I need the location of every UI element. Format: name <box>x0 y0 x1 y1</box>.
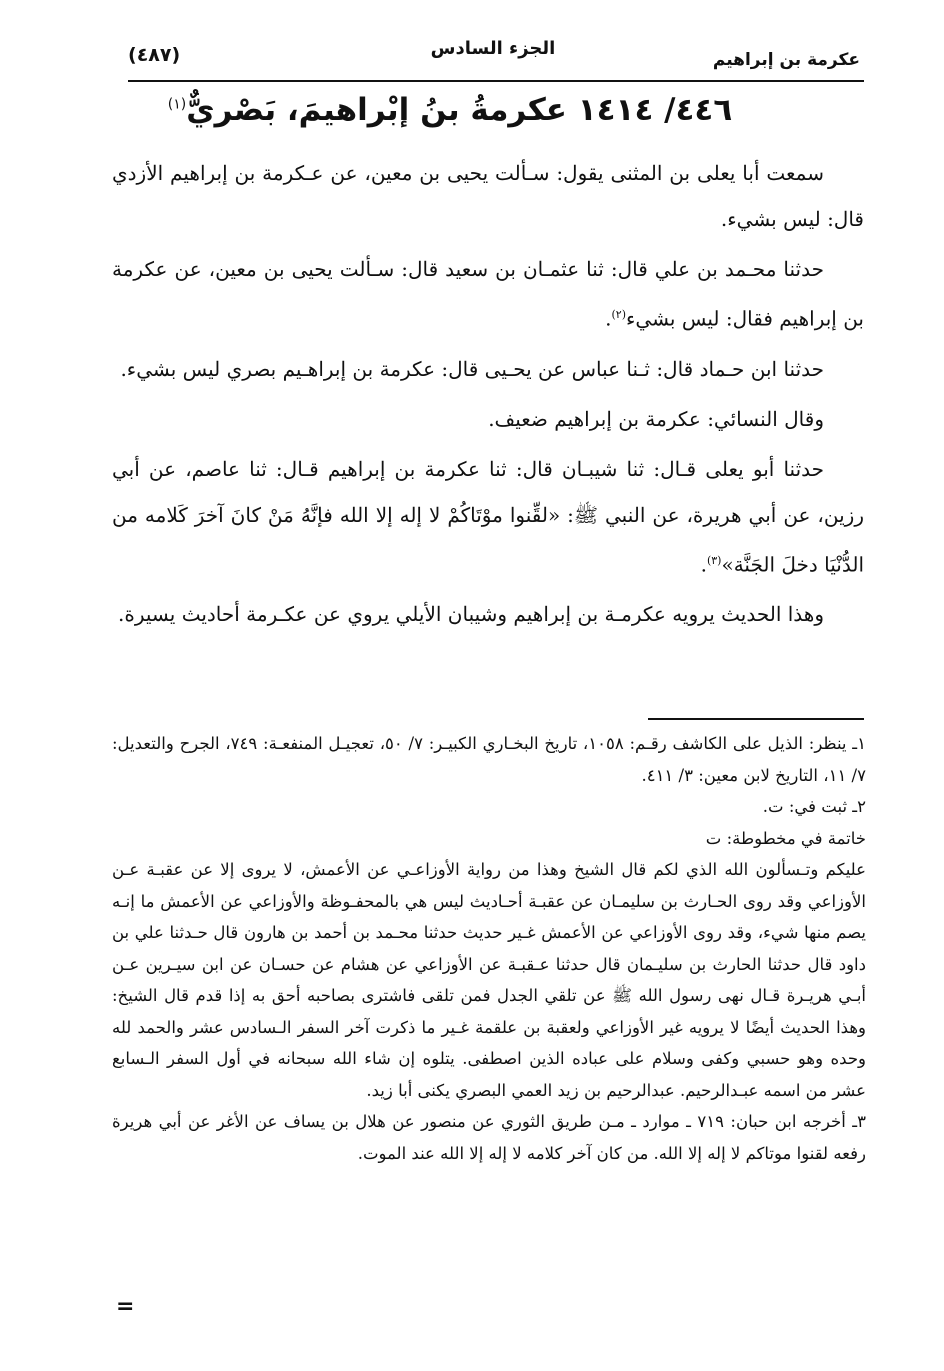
page-number: (٤٨٧) <box>128 44 181 66</box>
entry-title <box>150 92 750 128</box>
footnotes <box>112 728 866 1169</box>
continuation-mark: = <box>116 1294 135 1319</box>
footnote-separator <box>648 718 864 720</box>
page-header <box>128 38 860 80</box>
paragraph: وقال النسائي: عكرمة بن إبراهيم ضعيف. <box>488 406 824 431</box>
footnote-1: ١ـ ينظر: الذيل على الكاشف رقـم: ١٠٥٨، تاريخ البخـاري الكبيـر: ٧/ ٥٠، تعجيـل المنفعـة: ٧٤٩، الجرح والتعديل: ٧/ ١١، التاريخ لابن معين: ٣/ ٤١١. <box>112 734 866 785</box>
header-rule <box>128 80 864 82</box>
paragraph: حدثنا ابن حـماد قال: ثـنا عباس عن يحـيى قال: عكرمة بن إبراهـيم بصري ليس بشيء. <box>120 356 824 381</box>
entry-title-text: ٤٤٦/ ١٤١٤ عكرمةُ بنُ إبْراهيمَ، بَصْريٌّ <box>186 92 733 128</box>
main-text <box>112 150 864 641</box>
volume-label: الجزء السادس <box>430 38 556 59</box>
paragraph: حدثنا محـمد بن علي قال: ثنا عثمـان بن سعيد قال: سـألت يحيى بن معين، عن عكرمة بن إبراهيم فقال: ليس بشيء$^{(٢)}$. <box>112 257 864 331</box>
running-title: عكرمة بن إبراهيم <box>712 50 860 70</box>
footnote-ref: (٢) <box>611 308 627 321</box>
paragraph: وهذا الحديث يرويه عكرمـة بن إبراهيم وشيبان الأيلي يروي عن عكـرمة أحاديث يسيرة. <box>118 602 824 627</box>
paragraph: حدثنا أبو يعلى قـال: ثنا شيبـان قال: ثنا عكرمة بن إبراهيم قـال: ثنا عاصم، عن أبي رزين، عن أبي هريرة، عن النبي ﷺ: «لقِّنوا موْتَاكُمْ لا إله إلا الله فإنَّهُ مَنْ كانَ آخرَ كَلامه من الدُّنْيَا دخلَ الجَنَّة»$^{(٣)}$. <box>112 456 864 577</box>
footnote-ref: (٣) <box>706 553 722 567</box>
manuscript-colophon: عليكم وتـسألون الله الذي لكم قال الشيخ وهذا من رواية الأوزاعـي عن الأعمش، لا يروى إلا عن عقبـة عـن الأوزاعي وقد روى الحـارث بن سليمـان عن عقبـة أحـاديث ليس هي بالمحفـوظة والأوزاعي عن الأعمش ما إنـه يصم منها شيء، وقد روى الأوزاعي عن الأعمش غـير حديث حدثنا محـمد بن أحمد بن هارون قال حـدثنا علي بن داود قال حدثنا الحارث بن سليـمان قال حدثنا عـقبـة عن الأوزاعي عن هشام عن حسـان عن ابن سيـرين عـن أبـي هريـرة قـال نهى رسول الله ﷺ عن تلقي الجدل فمن تلقى فاشترى بصاحبه أحق به إذا قدم قال الشيخ: وهذا الحديث أيضًا لا يرويه غير الأوزاعي ولعقبة بن علقمة غـير ما ذكرت آخر السفر الـسادس عشر والحمد لله وحده وهو حسبي وكفى وسلام على عباده الذين اصطفى. يتلوه إن شاء الله سبحانه في أول السفر الـسابع عشر من اسمه عبـدالرحيم. عبدالرحيم بن زيد العمي البصري يكنى أبا زيد. <box>112 860 866 1100</box>
paragraph: سمعت أبا يعلى بن المثنى يقول: سـألت يحيى بن معين، عن عـكرمة بن إبراهيم الأزدي قال: ليس بشيء. <box>112 161 864 231</box>
manuscript-colophon-label: خاتمة في مخطوطة: ت <box>705 828 866 848</box>
footnote-2: ٢ـ ثبت في: ت. <box>762 797 866 816</box>
footnote-3: ٣ـ أخرجه ابن حبان: ٧١٩ ـ موارد ـ مـن طريق الثوري عن منصور عن هلال بن يساف عن الأغر عن أبي هريرة رفعه لقنوا موتاكم لا إله إلا الله. من كان آخر كلامه لا إله إلا الله عند الموت. <box>112 1112 866 1163</box>
entry-title-note: (١) <box>167 96 187 113</box>
